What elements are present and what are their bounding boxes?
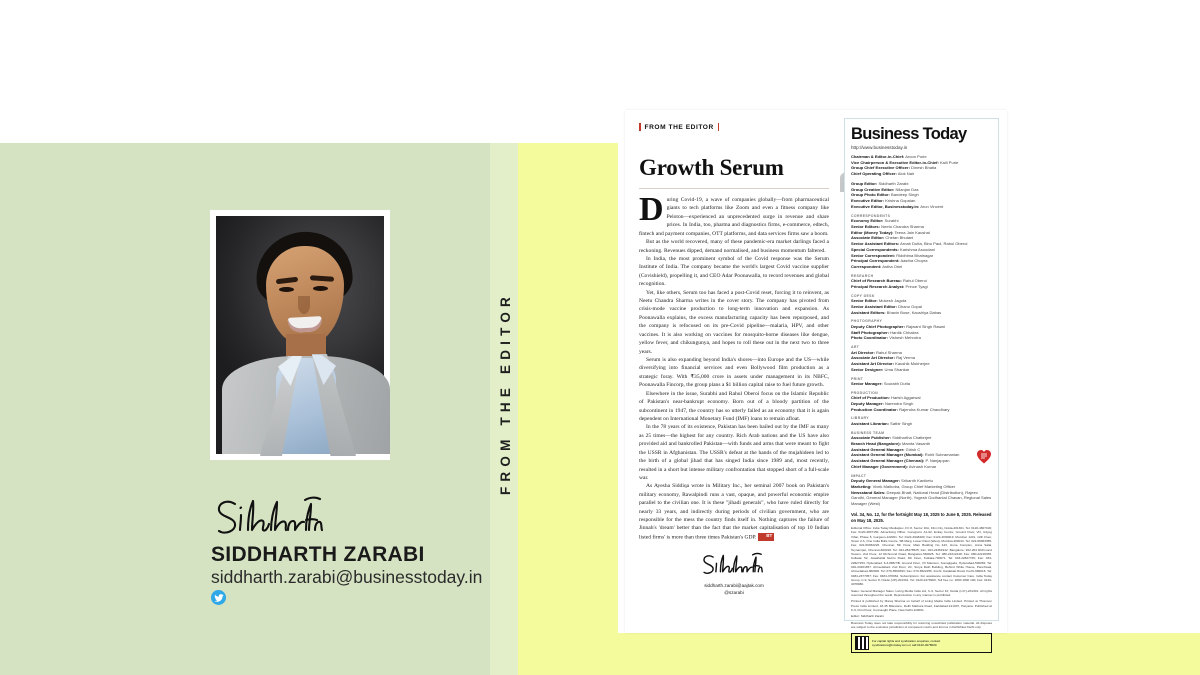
masthead-section-heading: CORRESPONDENTS — [851, 213, 891, 218]
credit-name: Teena Jain Kaushal — [894, 229, 930, 235]
credit-name: P. Nanjappan — [925, 458, 950, 464]
business-today-url[interactable]: http://www.businesstoday.in — [851, 145, 908, 150]
portrait-nose — [298, 296, 310, 314]
credit-role: Associate Art Director: — [851, 355, 895, 361]
credit-role: Assistant General Manager (Chennai): — [851, 458, 925, 464]
syndication-line-1: For capital rights and syndication enquiries, contact — [872, 639, 941, 644]
credit-role: Production Coordinator: — [851, 406, 898, 412]
credit-role: Chief Operating Officer: — [851, 171, 897, 177]
credit-role: Assistant General Manager (Mumbai): — [851, 452, 924, 458]
magazine-page — [625, 110, 1007, 648]
credit-name: Dhanu Gopal — [898, 303, 922, 309]
magazine-masthead-column — [840, 110, 1007, 648]
credit-name: Chetan Bhutani — [885, 235, 914, 241]
credit-name: Rahul Oberoi — [902, 278, 927, 284]
magazine-body-text — [639, 191, 829, 542]
credit-role: Chief Manager (Government): — [851, 463, 908, 469]
credit-name: Dinesh Bhatia — [911, 165, 937, 171]
credit-name: Riddhima Bhatnagar — [896, 252, 934, 258]
credit-name: Rajendra Kumar Chaudhary — [899, 406, 950, 412]
credit-role: Senior Assistant Editor: — [851, 303, 897, 309]
credit-name: Vivek Malhotra, Group Chief Marketing Officer — [872, 483, 956, 489]
credit-name: Uma Shankar — [884, 366, 910, 372]
credit-role: Senior Correspondent: — [851, 252, 896, 258]
masthead-section-heading: PHOTOGRAPHY — [851, 319, 883, 324]
credit-name: Krishna Gopalan — [885, 198, 916, 204]
magazine-headline-rule — [639, 188, 829, 189]
credit-role: Senior Editor: — [851, 298, 878, 304]
masthead-fineprint: Editorial Office: India Today Mediaplex, FC 8, Sector 16A, Film City, Noida-201301. Tel: 0120-4807100; Fax: 0120-4807150. Advertising Office: Gurugram: A1-02, Enkay Centre, Ground Floor, VN, Udyog Vihar, Phase 5, Gurgaon-122001. Tel: 0124-4948400; Fax: 0124-4030919. Mumbai: 1201, 12th Floor, Tower 2 A, One India Bulls Centre, SB Marg, Lower Parel (West), Mumbai-400013. Tel: 022-66063355; Fax: 022-66063226. Chennai: 5th Floor, Main Building No 443, Guna Complex, Anna Salai, Teynampet, Chennai-600018. Tel: 044-28478525; Fax: 044-24361942. Bangalore: 202-204 Richmond Towers, 2nd Floor, 12 Richmond Road, Bangalore-560025. Tel: 080-22212448; Fax: 080-22218335. Kolkata: 52, Jawaharlal Nehru Road, 4th Floor, Kolkata-700071. Tel: 033-22827726; Fax: 033-22827254. Hyderabad: 6-3-885/7/B, Ground Floor, VV Mansion, Somajiguda, Hyderabad-500082. Tel: 040-23401657. Ahmedabad: 2nd Floor, 2C, Surya Rath Building, Behind White House, Panchwati, Ahmedabad-380006. Tel: 079-6560393; Fax: 079-6522256. Kochi: Karakkatt Road, Kochi-682016. Tel: 0484-2377057; Fax: 0484-370962. Subscriptions: For assistance contact Customer Care, India Today Group, C-9, Sector 8, Noida (UP)-201301. Tel: 0120-2479900, Toll free no: 1800 1800 100; Fax: 0120-4078080. — [851, 525, 992, 587]
credit-role: Art Director: — [851, 349, 875, 355]
background-band-yellow-upper — [518, 143, 618, 633]
credit-name: Prince Tyagi — [905, 283, 928, 289]
kicker-rule-right — [718, 123, 720, 131]
masthead-credit-line — [851, 204, 992, 210]
credit-role: Assistant Art Director: — [851, 361, 895, 367]
article-paragraph-1 — [639, 191, 829, 238]
credit-name: Kaushik Mukherjee — [895, 361, 930, 367]
twitter-icon[interactable] — [211, 590, 226, 605]
masthead-section-heading: LIBRARY — [851, 416, 869, 421]
credit-role: Assistant Librarian: — [851, 420, 890, 426]
credit-name: Vishesh Mehrotra — [889, 335, 921, 341]
syndication-text — [872, 639, 940, 647]
credit-role: Economy Editor: — [851, 218, 884, 224]
article-paragraph-8 — [639, 482, 829, 541]
vertical-section-label — [491, 195, 519, 495]
article-paragraph-1-text: uring Covid-19, a wave of companies globally—from pharmaceutical giants to tech platforms like Zoom and even a fitness company like Peloton—experienced an unprecedented surge in revenue and share prices. In India, too, pharma and diagnostics firms, e-commerce, edtech, fintech and payment companies, OTT platforms, and data services firms saw a boom. — [639, 197, 829, 237]
credit-name: Aastha Chopra — [900, 258, 928, 264]
masthead-credit-line — [851, 421, 992, 427]
magazine-signature-handle: @szarabi — [724, 589, 744, 595]
masthead-credit-line — [851, 284, 992, 290]
credit-role: Special Correspondents: — [851, 246, 899, 252]
masthead-credit-line — [851, 407, 992, 413]
editor-portrait — [210, 210, 390, 460]
credit-name: Srikanth Kaniketu — [901, 478, 933, 484]
masthead-section-heading: IMPACT — [851, 473, 867, 478]
credit-name: Nilanjan Das — [895, 186, 919, 192]
credit-role: Senior Manager: — [851, 381, 883, 387]
credit-role: Group Photo Editor: — [851, 192, 890, 198]
credit-name: Narendra Singh — [884, 401, 914, 406]
masthead-contact-line: Sales: General Manager Sales, Living Media India Ltd, C-9, Sector 10, Noida (U.P.)-201301. All rights reserved throughout the world. Reproduction in any manner is prohibited. — [851, 588, 992, 597]
credit-role: Associate Editor: — [851, 235, 885, 241]
credit-role: Vice Chairperson & Executive Editor-in-Chief: — [851, 159, 939, 165]
article-paragraph-8-text: As Ayesha Siddiqa wrote in Military Inc., her seminal 2007 book on Pakistan's military economy, Rawalpindi runs a vast, opaque, and powerful economic empire parallel to the civilian one. It is these "jihadi generals", who have ruled directly for nearly 33 years, and indirectly during periods of civilian government, who are responsible for the mess the country finds itself in. Nothing captures the failure of Jinnah's 'dream' better than the fact that the market capitalisation of top 10 Indian listed firms' is more than three times Pakistan's GDP. — [639, 483, 829, 541]
kicker-text: FROM THE EDITOR — [644, 123, 714, 131]
credit-name: Aroon Purie — [905, 154, 927, 159]
magazine-headline: Growth Serum — [639, 155, 784, 180]
credit-name: Mamta Vasanth — [902, 440, 931, 446]
credit-role: Group Editor: — [851, 180, 878, 186]
credit-name: Alok Nair — [897, 171, 915, 177]
credit-role: Photo Coordinator: — [851, 335, 889, 341]
masthead-editor-line: Editor: Siddharth Zarabi — [851, 614, 884, 619]
masthead-section-heading: BUSINESS TEAM — [851, 430, 885, 435]
credit-name: Karishma Asoodani — [900, 246, 935, 252]
vertical-section-label-text: FROM THE EDITOR — [497, 291, 513, 495]
credit-role: Senior Designer: — [851, 366, 884, 372]
article-paragraph-3: In India, the most prominent symbol of the Covid response was the Serum Institute of India. The company became the world's largest Covid vaccine supplier (Covishield), propelling it, and CEO Adar Poonawalla, to record revenues and global recognition. — [639, 255, 829, 288]
magazine-signature-block — [639, 552, 829, 597]
credit-role: Newsstand Sales: — [851, 489, 886, 495]
masthead-section-heading: PRODUCTION — [851, 390, 879, 395]
magazine-kicker — [639, 123, 829, 131]
article-paragraph-7: In the 78 years of its existence, Pakistan has been bailed out by the IMF as many as 25 times—the highest for any country. Rich Arab nations and the US have also provided aid and bankrolled Pakistan—with funds and arms that were meant to fight the USSR in Afghanistan. The USSR's defeat at the hands of the mujahideen led to the birth of a global jihad that has singed India since 1989 and, most recently, resulted in a short but intense military confrontation that stopped short of a full-scale war. — [639, 424, 829, 481]
masthead-credit-line — [851, 367, 992, 373]
credit-name: Rajwant Singh Rawat — [906, 323, 945, 329]
masthead-credit-line — [851, 464, 992, 470]
masthead-credit-line — [851, 381, 992, 387]
editor-signature — [212, 495, 332, 541]
editor-name: SIDDHARTH ZARABI — [211, 543, 425, 566]
credit-role: Group Chief Executive Officer: — [851, 165, 910, 171]
credit-name: Arnab Dutta, Binu Paul, Rahul Oberoi — [900, 241, 968, 247]
credit-name: Siddhartha Chatterjee — [892, 435, 932, 441]
credit-name: Siddharth Zarabi — [878, 180, 909, 186]
credit-name: Neetu Chandra Sharma — [881, 223, 924, 229]
business-today-logo: Business Today — [851, 125, 967, 143]
heart-brand-icon — [976, 449, 992, 465]
masthead-section-heading: COPY DESK — [851, 293, 875, 298]
credit-name: Satbir Singh — [890, 420, 913, 426]
credit-role: Chief of Research Bureau: — [851, 278, 902, 284]
credit-role: Branch Head (Bangalore): — [851, 440, 901, 446]
syndication-line-2: syndications@intoday.com or call 0120-4078000 — [872, 643, 937, 648]
credit-role: Chief of Production: — [851, 395, 890, 401]
credit-name: Rohit Subramanian — [924, 452, 960, 458]
editor-portrait-image — [216, 216, 384, 454]
credit-role: Senior Assistant Editors: — [851, 241, 900, 247]
credit-role: Deputy Manager: — [851, 401, 884, 406]
credit-role: Editor (Money Today): — [851, 229, 894, 235]
credit-role: Assistant Editors: — [851, 309, 886, 315]
portrait-eye-right — [313, 286, 328, 291]
article-end-mark: BT — [758, 533, 774, 541]
portrait-subject — [216, 216, 384, 454]
credit-role: Correspondent: — [851, 263, 882, 269]
credit-role: Group Creative Editor: — [851, 186, 895, 192]
masthead-section-heading: ART — [851, 345, 860, 350]
credit-name: Surabhi — [884, 218, 899, 224]
article-paragraph-4: Yet, like others, Serum too has faced a post-Covid reset, forcing it to reinvent, as Neetu Chandra Sharma writes in the cover story. The company has pivoted from crisis-mode vaccine production to long-term innovation and expansion. As Poonawalla explains, the excess manufacturing capacity has been repurposed, and the company is refocused on its pre-Covid pipeline—malaria, HPV, and other vaccines. It is also working on vaccines for mosquito-borne diseases like dengue, yellow fever, and chikungunya, and hopes to roll these out in the next two to three years. — [639, 289, 829, 355]
kicker-rule-left — [639, 123, 641, 131]
masthead-section-heading: PRINT — [851, 376, 864, 381]
masthead-credit-line — [851, 490, 992, 507]
credit-role: Executive Editor, Businesstoday.in: — [851, 203, 920, 209]
masthead-box — [844, 118, 999, 648]
credit-name: Harish Aggarwal — [891, 395, 921, 401]
credit-role: Associate Publisher: — [851, 435, 892, 441]
credit-name: Deepak Bhatt, National Head (Distribution), Rajeev Gandhi, General Manager (North), Yogesh Godhanlal Chavan, Regional Sales Manager (West) — [851, 489, 992, 507]
credit-role: Senior Editors: — [851, 223, 881, 229]
credit-role: Deputy Chief Photographer: — [851, 323, 905, 329]
credit-role: Deputy General Manager: — [851, 478, 901, 484]
credit-name: Astha Oriel — [882, 263, 903, 269]
article-paragraph-2: But as the world recovered, many of these pandemic-era market darlings faced a reckoning. Revenues dipped, demand normalised, and business momentum faltered. — [639, 239, 829, 254]
credit-name: Avinash Kumar — [908, 463, 937, 469]
credit-name: Rahul Sharma — [875, 349, 902, 355]
credit-name: Girish C — [905, 446, 921, 452]
magazine-article-column — [625, 110, 840, 633]
credit-name: Raj Verma — [896, 355, 915, 361]
credit-name: Kalli Purie — [939, 159, 959, 165]
masthead-impact-note: Business Today does not take responsibility for returning unsolicited publication material. All disputes are subject to the exclusive jurisdiction of competent courts and forums in Delhi/New Delhi only. — [851, 620, 992, 629]
masthead-issue-line: Vol. 34, No. 12, for the fortnight May 18, 2025 to June 8, 2025. Released on May 18, 2025. — [851, 511, 992, 523]
syndication-box[interactable] — [851, 633, 992, 653]
masthead-credit-line — [851, 264, 992, 270]
article-paragraph-6: Elsewhere in the issue, Surabhi and Rahul Oberoi focus on the Islamic Republic of Pakistan's near-bankrupt economy. Born out of a bloody partition of the subcontinent in 1947, the country has so utterly failed as an economy that it is again dependent on International Monetary Fund (IMF) loans to remain afloat. — [639, 390, 829, 422]
credit-role: Principal Correspondent: — [851, 258, 900, 264]
credit-name: Sourabh Dutta — [883, 381, 910, 387]
credit-name: Bandeep Singh — [891, 192, 919, 198]
masthead-printer-line: Printed & published by Manoj Sharma on behalf of Living Media India Limited. Printed at Thomson Press India Limited, 18-35 Milestone, Delhi Mathura Road, Faridabad-121007, Haryana. Published at K-9, First Floor, Connaught Place, New Delhi-110001. — [851, 599, 992, 612]
credit-name: Hardik Chhabra — [890, 329, 919, 335]
credit-role: Assistant General Manager: — [851, 446, 905, 452]
qr-code-icon — [855, 636, 869, 650]
magazine-signature-mark — [699, 552, 769, 578]
article-dropcap: D — [639, 191, 664, 228]
credit-name: Mukesh Jagota — [878, 298, 907, 304]
masthead-credit-line — [851, 310, 992, 316]
masthead-section-heading: RESEARCH — [851, 273, 874, 278]
credit-role: Marketing: — [851, 483, 872, 489]
magazine-columns — [625, 110, 1007, 648]
credit-role: Chairman & Editor-in-Chief: — [851, 154, 905, 159]
credit-role: Executive Editor: — [851, 198, 885, 204]
article-paragraph-5: Serum is also expanding beyond India's shores—into Europe and the US—while diversifying into financial services and even Bollywood film production as a strategic foray. With ₹35,000 crore in assets under management in its NBFC, Poonawalla Fincorp, the group plans a $1 billion capital raise to fuel future growth. — [639, 357, 829, 389]
credit-role: Principal Research Analyst: — [851, 283, 905, 289]
portrait-eye-left — [279, 287, 294, 292]
editor-email[interactable]: siddharth.zarabi@businesstoday.in — [211, 567, 483, 587]
credit-role: Staff Photographer: — [851, 329, 889, 335]
masthead-credit-line — [851, 335, 992, 341]
credit-name: Arun Vincent — [920, 203, 944, 209]
credit-name: Bhavin Bose, Kaushlya Dabas — [886, 309, 942, 315]
magazine-signature-email: siddharth.zarabi@aajtak.com — [704, 582, 764, 588]
